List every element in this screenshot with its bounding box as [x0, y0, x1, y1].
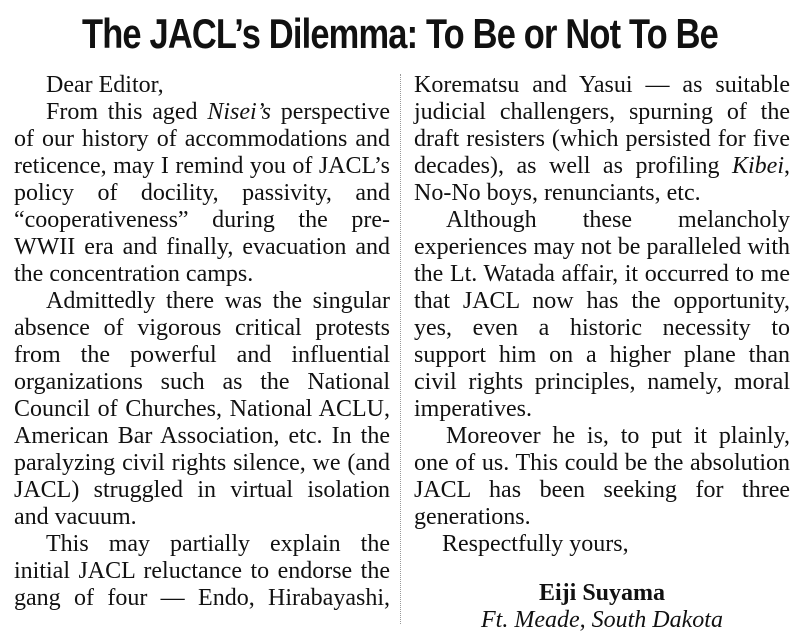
column-divider	[400, 74, 401, 624]
paragraph-5: Moreover he is, to put it plainly, one of us. This could be the absolution JACL has been seeking for three generations.	[414, 423, 790, 530]
paragraph-4: Although these melancholy experiences may not be paralleled with the Lt. Watada affair, it occurred to me that JACL now has the opportunity, yes, even a historic necessity to support him on a higher plane than civil rights principles, namely, moral imperatives.	[414, 207, 790, 422]
closing-line: Respectfully yours,	[442, 531, 629, 557]
signature-block	[414, 580, 790, 634]
paragraph-2: Admittedly there was the singular absence of vigorous critical protests from the powerful and influential organizations such as the National Council of Churches, National ACLU, American Bar Association, etc. In the paralyzing civil rights silence, we (and JACL) struggled in virtual isolation and vacuum.	[14, 288, 390, 530]
headline: The JACL’s Dilemma: To Be or Not To Be	[81, 10, 719, 57]
paragraph-1	[14, 99, 390, 288]
paragraph-3	[14, 531, 390, 612]
signature-name: Eiji Suyama	[538, 580, 666, 606]
paragraph-3-continued-text: Korematsu and Yasui — as suitable judicial challengers, spurning of the draft resisters (which persisted for five decades), as well as profiling	[414, 72, 790, 179]
paragraph-1-italic: Nisei’s	[207, 99, 271, 125]
column-right	[414, 72, 790, 634]
paragraph-3-continued	[414, 72, 790, 207]
salutation: Dear Editor,	[46, 72, 164, 98]
paragraph-3-text-a: This may partially explain the initial JACL reluctance to endorse the gang of four — Endo, Hirabayashi,	[14, 531, 390, 611]
paragraph-3-text-c: , No-No boys, renunciants, etc.	[414, 153, 790, 206]
paragraph-1-text-c: perspective of our history of accommodations and reticence, may I remind you of JACL’s policy of docility, passivity, and “cooperativeness” during the pre-WWII era and finally, evacuation and the concentration camps.	[14, 99, 390, 287]
signature-place: Ft. Meade, South Dakota	[481, 607, 723, 633]
paragraph-3-italic: Kibei	[732, 153, 784, 179]
column-left	[14, 72, 390, 612]
paragraph-1-text-a: From this aged	[46, 99, 208, 125]
